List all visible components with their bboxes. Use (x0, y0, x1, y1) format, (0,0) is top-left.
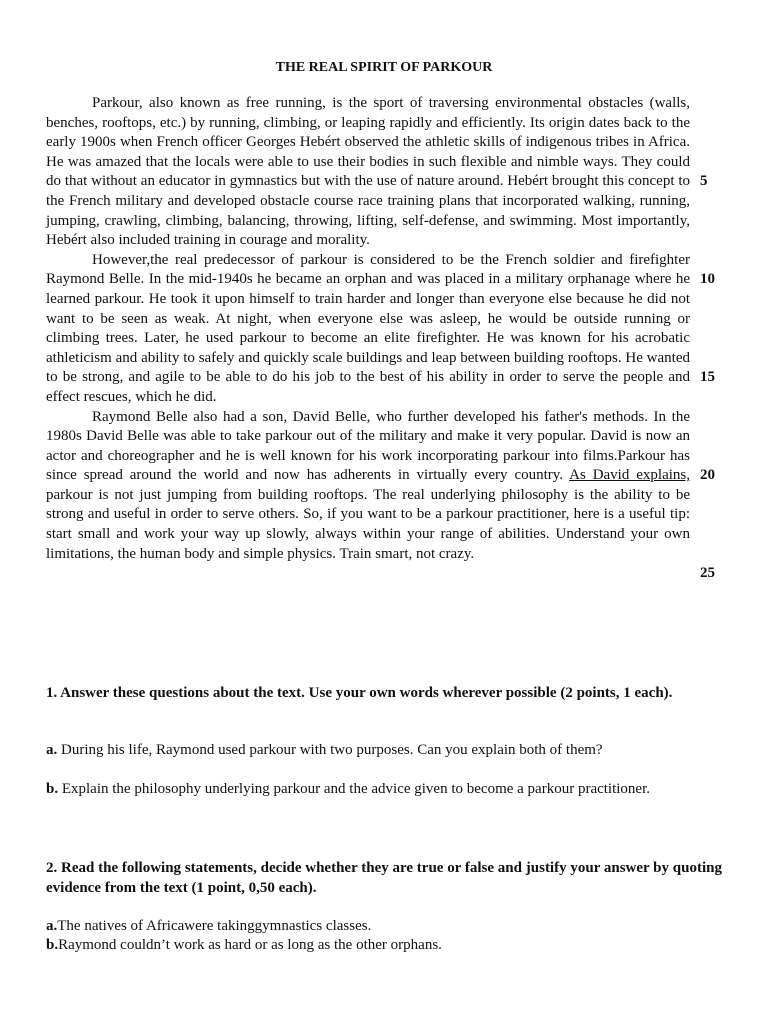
statement-2b-text: Raymond couldn’t work as hard or as long as the other orphans. (58, 937, 442, 953)
paragraph-2: However,the real predecessor of parkour is considered to be the French soldier and firefighter Raymond Belle. In the mid-1940s he became an orphan and was placed in a military orphanage where he learned parkour. He took it upon himself to train harder and longer than everyone else because he did not want to be seen as weak. At night, when everyone else was asleep, he would be outside running or climbing trees. Later, he used parkour to become an elite firefighter. He was known for his acrobatic athleticism and ability to safely and quickly scale buildings and leap between building rooftops. He wanted to be strong, and agile to be able to do his job to the best of his ability in order to serve the people and effect rescues, which he did. (46, 251, 690, 405)
paragraph-1: Parkour, also known as free running, is the sport of traversing environmental obstacles (walls, benches, rooftops, etc.) by running, climbing, or leaping rapidly and efficiently. Its origin dates back to the early 1900s when French officer Georges Hebért observed the athletic skills of indigenous tribes in Africa. He was amazed that the locals were able to use their bodies in such flexible and nimble ways. They could do that without an educator in gymnastics but with the use of nature around. Hebért brought this concept to the French military and developed obstacle course race training plans that incorporated walking, running, jumping, crawling, climbing, balancing, throwing, lifting, self-defense, and swimming. Most importantly, Hebért also included training in courage and morality. (46, 95, 690, 249)
paragraph-3 (46, 408, 690, 565)
question-1b-label: b. (46, 781, 59, 797)
statement-2b-label: b. (46, 937, 59, 953)
question-1b-text: Explain the philosophy underlying parkour and the advice given to become a parkour practitioner. (58, 781, 651, 797)
line-number-15: 15 (700, 369, 715, 385)
question-2-heading: 2. Read the following statements, decide whether they are true or false and justify your answer by quoting evidence from the text (1 point, 0,50 each). (46, 860, 722, 896)
question-1b (46, 780, 722, 800)
statement-2a (46, 917, 722, 937)
question-1a (46, 741, 722, 761)
line-number-20: 20 (700, 467, 715, 483)
document-title: THE REAL SPIRIT OF PARKOUR (275, 60, 493, 75)
underlined-phrase: As David explains, (569, 467, 690, 484)
question-1a-label: a. (46, 742, 58, 758)
line-number-5: 5 (700, 173, 708, 189)
statement-2a-label: a. (46, 918, 58, 934)
line-number-10: 10 (700, 271, 715, 287)
question-1-heading: 1. Answer these questions about the text. Use your own words wherever possible (2 points, 1 each). (46, 685, 673, 701)
statement-2a-text: The natives of Africawere takinggymnastics classes. (57, 918, 372, 934)
line-number-25: 25 (700, 565, 715, 581)
reading-passage (46, 94, 690, 564)
statement-2b (46, 936, 722, 956)
paragraph-3-start: Raymond Belle also had a son, David Belle, who further developed his father's methods. In the 1980s David Belle was able to take parkour out of the military and make it very popular. David is now an actor and choreographer and he is well known for his work incorporating parkour into films.Parkour has since spread around the world and now has adherents in virtually every country. (46, 408, 690, 484)
question-1a-text: During his life, Raymond used parkour with two purposes. Can you explain both of them? (57, 742, 603, 758)
paragraph-3-end: parkour is not just jumping from building rooftops. The real underlying philosophy is the ability to be strong and useful in order to serve others. So, if you want to be a parkour practitioner, here is a useful tip: start small and work your way up slowly, always within your range of abilities. Understand your own limitations, the human body and simple physics. Train smart, not crazy. (46, 486, 690, 562)
